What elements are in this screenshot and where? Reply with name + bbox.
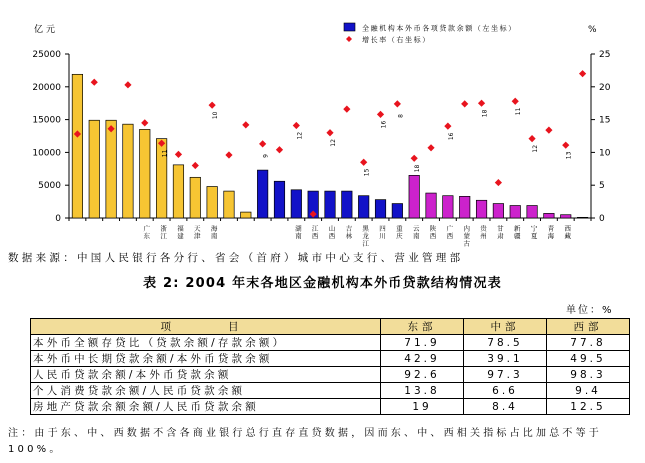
y-right-axis-title: % [588,25,597,35]
y-left-tick-label: 20000 [32,82,61,93]
x-tick-label: 重庆 [396,224,403,240]
chart-axes [32,23,610,248]
table-header-cell: 西部 [547,319,630,335]
legend-swatch-loans [344,23,355,31]
growth-data-label: 8 [397,114,405,118]
loan-bar [274,181,284,218]
growth-marker [579,70,586,77]
growth-marker [192,162,199,169]
growth-marker [461,100,468,107]
y-left-tick-label: 10000 [32,148,61,159]
unit-label: 单位：% [566,305,614,316]
growth-marker [411,155,418,162]
x-tick-label: 四川 [379,224,386,240]
loan-bar [224,191,234,218]
data-labels [162,107,573,176]
source-note: 数据来源：中国人民银行各分行、省会（首府）城市中心支行、营业管理部 [8,252,464,264]
chart-legend [344,23,517,44]
growth-data-label: 13 [565,151,573,160]
loan-bar [241,212,251,218]
loan-bar [561,215,571,218]
growth-data-label: 18 [414,164,422,173]
growth-data-label: 16 [380,120,388,129]
y-right-tick-label: 15 [599,115,611,126]
y-left-tick-label: 0 [55,214,61,224]
growth-marker [427,144,434,151]
x-tick-label: 新疆 [513,224,521,240]
x-tick-label: 甘肃 [497,224,504,240]
table-header-cell: 中部 [464,319,547,335]
growth-marker [562,142,569,149]
loan-bar [207,187,217,218]
loan-bar [577,217,587,218]
growth-marker [394,100,401,107]
loan-bar [544,213,554,218]
table-row [31,335,630,351]
x-tick-label: 天津 [194,224,201,240]
table-row-label: 个人消费贷款余额/人民币贷款余额 [31,383,381,399]
x-tick-label: 云南 [412,224,420,240]
growth-data-label: 9 [262,154,270,158]
growth-marker [528,135,535,142]
y-right-tick-label: 0 [599,214,605,224]
loan-bar [459,196,469,218]
table-cell: 13.8 [381,383,464,399]
loan-bar [527,206,537,218]
table-row [31,367,630,383]
loan-bar [493,204,503,218]
loan-bar [342,191,352,218]
x-tick-label: 广东 [143,224,151,240]
loan-bar [325,191,335,218]
growth-marker [124,81,131,88]
table-cell: 39.1 [464,351,547,367]
loan-bar [375,200,385,218]
table-cell: 6.6 [464,383,547,399]
x-tick-label: 广西 [446,224,454,240]
growth-data-label: 18 [481,109,489,118]
x-tick-label: 内蒙古 [463,224,470,248]
y-right-tick-label: 5 [599,181,605,192]
loan-bar [476,200,486,218]
table-title: 表 2: 2004 年末各地区金融机构本外币贷款结构情况表 [143,276,502,291]
growth-marker [377,111,384,118]
growth-marker [225,151,232,158]
x-tick-label: 湖南 [295,224,302,240]
growth-marker [343,106,350,113]
table-row [31,399,630,415]
table-cell: 8.4 [464,399,547,415]
growth-data-label: 12 [532,144,540,153]
growth-marker [175,151,182,158]
loan-bar [358,196,368,218]
growth-marker [141,119,148,126]
table-row-label: 房地产贷款余额余额/人民币贷款余额 [31,399,381,415]
loan-bar [190,177,200,218]
table-row-label: 本外币中长期贷款余额/本外币贷款余额 [31,351,381,367]
y-left-tick-label: 25000 [32,50,61,60]
table-cell: 98.3 [547,367,630,383]
y-right-tick-label: 10 [599,148,611,159]
table-cell: 12.5 [547,399,630,415]
x-tick-label: 陕西 [429,224,437,240]
table-cell: 71.9 [381,335,464,351]
growth-data-label: 10 [212,111,220,120]
growth-marker [209,102,216,109]
growth-marker [360,159,367,166]
y-left-tick-label: 15000 [32,115,61,126]
loan-bar [510,206,520,218]
growth-marker [495,179,502,186]
growth-data-label: 11 [161,149,169,158]
loan-bar [72,74,82,218]
growth-marker [512,98,519,105]
growth-data-label: 12 [330,139,337,147]
x-tick-label: 西藏 [564,224,571,240]
x-tick-label: 江西 [311,224,319,240]
loan-bar [123,124,133,218]
loan-structure-table [30,318,630,415]
table-cell: 42.9 [381,351,464,367]
loan-bar [140,129,150,218]
table-cell: 9.4 [547,383,630,399]
x-tick-label: 山西 [328,224,336,240]
table-header-cell: 东部 [381,319,464,335]
growth-marker [326,129,333,136]
x-tick-label: 黑龙江 [362,224,369,248]
table-cell: 49.5 [547,351,630,367]
x-tick-label: 宁夏 [530,224,538,240]
table-row [31,383,630,399]
table-row-label: 本外币全额存贷比（贷款余额/存款余额） [31,335,381,351]
loan-bar [443,196,453,218]
growth-marker [276,146,283,153]
x-tick-label: 青海 [547,224,555,240]
table-cell: 97.3 [464,367,547,383]
loan-bar [89,120,99,218]
growth-marker [478,100,485,107]
growth-marker [293,122,300,129]
growth-data-label: 12 [296,131,304,140]
legend-label-loans: 全融机构本外币各项贷款余额（左坐标） [362,24,517,33]
growth-data-label: 16 [447,132,455,141]
growth-data-label: 15 [363,168,371,177]
table-header-cell: 项 目 [31,319,381,335]
growth-marker [444,123,451,130]
loan-bar [392,204,402,218]
table-cell: 19 [381,399,464,415]
loan-bar [257,170,267,218]
y-right-tick-label: 25 [599,50,611,60]
x-tick-label: 海南 [210,224,218,240]
x-tick-label: 浙江 [160,224,167,240]
table-cell: 92.6 [381,367,464,383]
table-header-row [31,319,630,335]
growth-marker [91,79,98,86]
x-tick-label: 吉林 [345,224,353,240]
x-tick-label: 福建 [177,224,184,240]
y-right-tick-label: 20 [599,82,611,93]
legend-marker-growth [346,36,352,42]
y-left-axis-title: 亿元 [34,25,59,35]
growth-marker [242,121,249,128]
x-tick-label: 贵州 [480,224,487,240]
growth-data-label: 11 [515,107,523,116]
loan-bar [106,120,116,218]
table-cell: 78.5 [464,335,547,351]
table-row [31,351,630,367]
table-row-label: 人民币贷款余额/本外币贷款余额 [31,367,381,383]
loan-bar [291,190,301,218]
legend-label-growth: 增长率（右坐标） [362,36,431,44]
table-cell: 77.8 [547,335,630,351]
growth-marker [259,140,266,147]
loan-bar [426,193,436,218]
growth-marker [545,126,552,133]
loan-bar [173,165,183,218]
y-left-tick-label: 5000 [38,181,61,192]
footnote: 注：由于东、中、西数据不含各商业银行总行直存直贷数据，因而东、中、西相关指标占比加总不等于100%。 [8,428,602,455]
loan-bar [409,175,419,218]
